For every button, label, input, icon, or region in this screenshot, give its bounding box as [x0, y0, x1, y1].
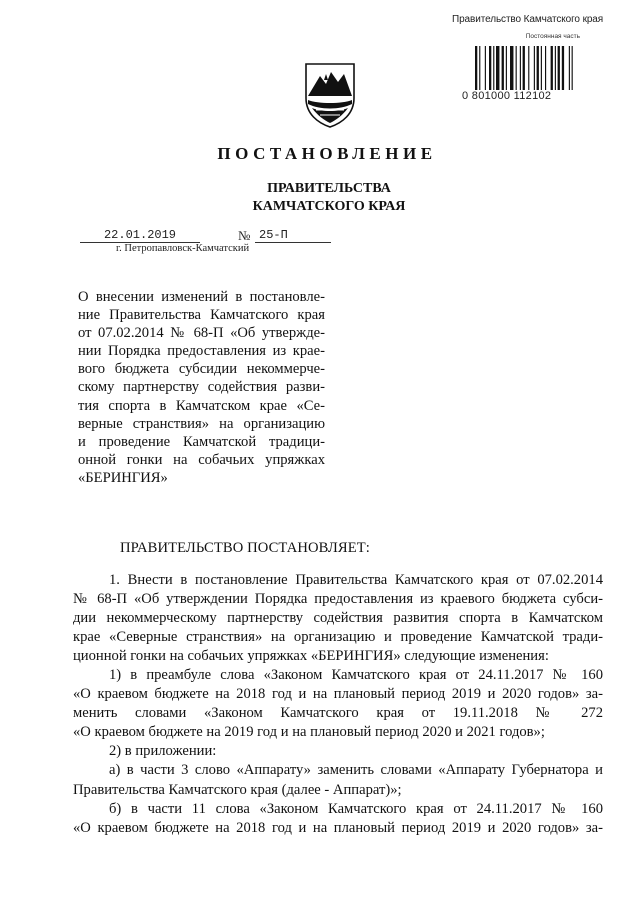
subject-line: ние Правительства Камчатского края — [78, 307, 325, 324]
subject-line: и проведение Камчатской традици- — [78, 433, 325, 450]
document-date: 22.01.2019 — [80, 228, 200, 243]
body-line: «О краевом бюджете на 2018 год и на плановый период 2019 и 2020 годов» за- — [73, 686, 603, 703]
subject-line: вого бюджета субсидии некоммерче- — [78, 361, 325, 378]
body-line: дии некоммерческому партнерству содействия развития спорта в Камчатском — [73, 610, 603, 627]
barcode-icon — [475, 46, 601, 90]
document-type-title: ПОСТАНОВЛЕНИЕ — [217, 144, 437, 163]
date-number-line — [80, 228, 288, 243]
subject-line: тия спорта в Камчатском крае «Се- — [78, 397, 325, 414]
body-line: № 68-П «Об утверждении Порядка предоставления из краевого бюджета субси- — [73, 591, 603, 608]
body-line: б) в части 11 слова «Законом Камчатского края от 24.11.2017 № 160 — [109, 800, 603, 817]
decree-heading: ПРАВИТЕЛЬСТВО ПОСТАНОВЛЯЕТ: — [120, 540, 370, 556]
body-line: а) в части 3 слово «Аппарату» заменить словами «Аппарату Губернатора и — [109, 762, 603, 779]
body-line: 1. Внести в постановление Правительства Камчатского края от 07.02.2014 — [109, 572, 603, 588]
subject-line: нии Порядка предоставления из крае- — [78, 343, 325, 360]
subject-line: верные странствия» на организацию — [78, 415, 325, 432]
body-line: ционной гонки на собачьих упряжках «БЕРИНГИЯ» следующие изменения: — [73, 648, 549, 665]
kamchatka-coat-of-arms-icon — [300, 60, 360, 130]
city-line: г. Петропавловск-Камчатский — [116, 243, 250, 254]
body-line: 1) в преамбуле слова «Законом Камчатского края от 24.11.2017 № 160 — [109, 667, 603, 684]
subject-line: скому партнерству содействия разви- — [78, 379, 325, 396]
subject-line: «БЕРИНГИЯ» — [78, 469, 168, 486]
registration-stamp — [452, 14, 604, 40]
issuer-line-2: КАМЧАТСКОГО КРАЯ — [252, 199, 406, 214]
stamp-organization: Правительство Камчатского края — [452, 14, 604, 25]
body-line: «О краевом бюджете на 2018 год и на плановый период 2019 и 2020 годов» за- — [73, 819, 603, 836]
subject-line: от 07.02.2014 № 68-П «Об утвержде- — [78, 325, 325, 342]
barcode-digits: 0 801000 112102 — [462, 90, 552, 102]
document-subject — [78, 288, 325, 487]
body-line: крае «Северные странствия» на организацию и проведение Камчатской тради- — [73, 629, 603, 646]
body-line: 2) в приложении: — [109, 743, 217, 760]
stamp-subtitle: Постоянная часть — [525, 33, 580, 40]
subject-line: О внесении изменений в постановле- — [78, 289, 325, 305]
number-sign: № — [238, 228, 251, 243]
body-line: Правительства Камчатского края (далее - Аппарат)»; — [73, 781, 402, 798]
body-line: менить словами «Законом Камчатского края от 19.11.2018 № 272 — [73, 705, 603, 722]
subject-line: онной гонки на собачьих упряжках — [78, 451, 325, 468]
issuer-line-1: ПРАВИТЕЛЬСТВА — [267, 181, 391, 196]
document-body — [73, 571, 603, 838]
body-line: «О краевом бюджете на 2019 год и на плановый период 2020 и 2021 годов»; — [73, 724, 545, 741]
document-number: 25-П — [255, 228, 331, 243]
